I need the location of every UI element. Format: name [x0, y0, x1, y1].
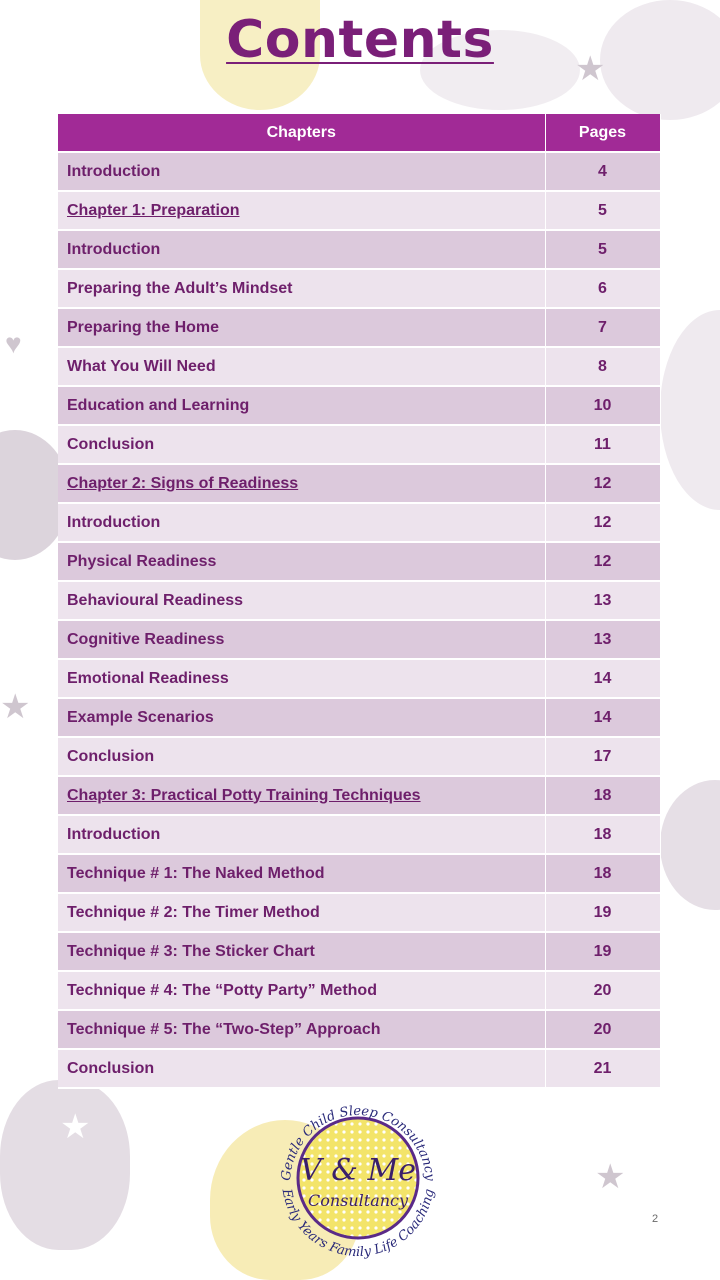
contents-table [58, 114, 661, 1089]
page-number-cell: 19 [545, 893, 660, 932]
table-row [58, 464, 660, 503]
logo-main-line1: V & Me [300, 1153, 416, 1188]
page-number-cell: 17 [545, 737, 660, 776]
section-title: Technique # 3: The Sticker Chart [58, 932, 545, 971]
table-row [58, 230, 660, 269]
chapters-header: Chapters [58, 114, 545, 152]
section-title: Introduction [58, 230, 545, 269]
page-number-cell: 14 [545, 698, 660, 737]
table-row [58, 347, 660, 386]
table-row [58, 503, 660, 542]
table-row [58, 971, 660, 1010]
page-number-cell: 5 [545, 191, 660, 230]
page-number-cell: 11 [545, 425, 660, 464]
page-number-cell: 21 [545, 1049, 660, 1088]
table-row [58, 893, 660, 932]
table-row [58, 269, 660, 308]
table-row [58, 191, 660, 230]
table-row [58, 581, 660, 620]
page-number-cell: 13 [545, 620, 660, 659]
logo-bottom-text: Early Years Family Life Coaching [278, 1187, 438, 1261]
page-number-cell: 19 [545, 932, 660, 971]
star-icon: ★ [60, 1108, 91, 1146]
page-number-cell: 12 [545, 464, 660, 503]
table-row [58, 542, 660, 581]
page-number-cell: 20 [545, 1010, 660, 1049]
page-title-container [0, 10, 720, 70]
page-number-cell: 18 [545, 854, 660, 893]
chapter-link[interactable]: Chapter 2: Signs of Readiness [58, 464, 545, 503]
section-title: Example Scenarios [58, 698, 545, 737]
star-icon: ★ [575, 50, 606, 88]
star-icon: ★ [595, 1158, 626, 1196]
page-number-cell: 4 [545, 152, 660, 191]
section-title: What You Will Need [58, 347, 545, 386]
section-title: Introduction [58, 815, 545, 854]
section-title: Behavioural Readiness [58, 581, 545, 620]
section-title: Physical Readiness [58, 542, 545, 581]
pages-header: Pages [545, 114, 660, 152]
table-row [58, 698, 660, 737]
section-title: Introduction [58, 152, 545, 191]
cloud-shape [660, 780, 720, 910]
page-number-cell: 12 [545, 542, 660, 581]
page-number-cell: 20 [545, 971, 660, 1010]
page-number: 2 [652, 1213, 659, 1225]
table-body [58, 152, 660, 1088]
table-row [58, 1049, 660, 1088]
table-row [58, 620, 660, 659]
table-header-row [58, 114, 660, 152]
page-title: Contents [226, 10, 494, 70]
heart-icon: ♥ [5, 328, 22, 359]
section-title: Conclusion [58, 1049, 545, 1088]
cloud-shape [0, 1080, 130, 1250]
table-row [58, 152, 660, 191]
section-title: Cognitive Readiness [58, 620, 545, 659]
section-title: Technique # 1: The Naked Method [58, 854, 545, 893]
section-title: Technique # 4: The “Potty Party” Method [58, 971, 545, 1010]
table-row [58, 932, 660, 971]
page-number-cell: 8 [545, 347, 660, 386]
logo-main-line2: Consultancy [307, 1191, 409, 1210]
page-number-cell: 12 [545, 503, 660, 542]
section-title: Technique # 5: The “Two-Step” Approach [58, 1010, 545, 1049]
section-title: Preparing the Adult’s Mindset [58, 269, 545, 308]
table-row [58, 737, 660, 776]
section-title: Conclusion [58, 737, 545, 776]
page-number-cell: 13 [545, 581, 660, 620]
table-row [58, 854, 660, 893]
table-row [58, 659, 660, 698]
table-row [58, 1010, 660, 1049]
section-title: Conclusion [58, 425, 545, 464]
table-row [58, 386, 660, 425]
section-title: Introduction [58, 503, 545, 542]
page-number-cell: 18 [545, 776, 660, 815]
page-number-cell: 18 [545, 815, 660, 854]
section-title: Technique # 2: The Timer Method [58, 893, 545, 932]
star-icon: ★ [0, 688, 31, 726]
section-title: Preparing the Home [58, 308, 545, 347]
cloud-shape [660, 310, 720, 510]
table-row [58, 308, 660, 347]
page-number-cell: 7 [545, 308, 660, 347]
section-title: Education and Learning [58, 386, 545, 425]
logo-top-text: Gentle Child Sleep Consultancy [278, 1103, 438, 1182]
chapter-link[interactable]: Chapter 1: Preparation [58, 191, 545, 230]
page-number-cell: 5 [545, 230, 660, 269]
table-row [58, 425, 660, 464]
table-row [58, 776, 660, 815]
consultancy-logo [268, 1088, 448, 1268]
table-row [58, 815, 660, 854]
section-title: Emotional Readiness [58, 659, 545, 698]
page-number-cell: 10 [545, 386, 660, 425]
page-number-cell: 14 [545, 659, 660, 698]
page-number-cell: 6 [545, 269, 660, 308]
chapter-link[interactable]: Chapter 3: Practical Potty Training Techniques [58, 776, 545, 815]
